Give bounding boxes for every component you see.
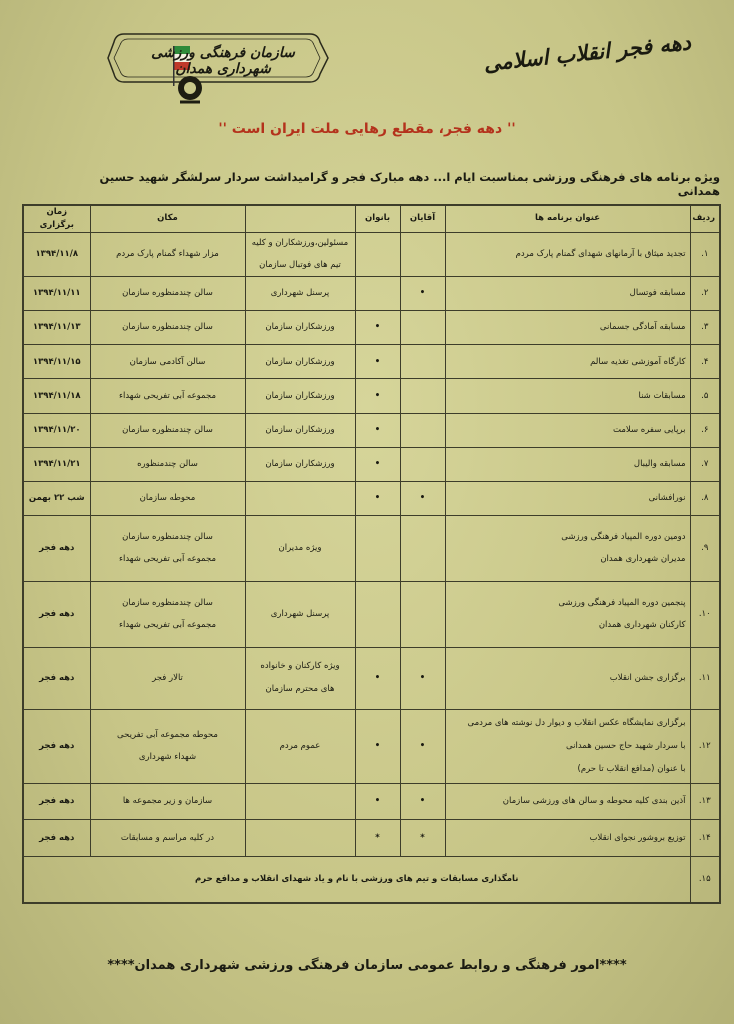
date-cell: شب ۲۲ بهمن xyxy=(23,481,90,515)
women-mark: • xyxy=(355,311,400,345)
program-title xyxy=(445,709,690,784)
place-cell xyxy=(90,311,245,345)
place-cell-line: سالن چندمنظوره سازمان xyxy=(122,322,213,333)
men-mark xyxy=(400,379,445,413)
place-cell xyxy=(90,820,245,856)
program-title xyxy=(445,232,690,277)
audience-cell-line: پرسنل شهرداری xyxy=(270,608,330,619)
table-row xyxy=(23,345,720,379)
place-cell-line: سالن چندمنظوره سازمان xyxy=(122,531,213,542)
audience-cell-line: ویژه کارکنان و خانواده xyxy=(260,661,340,672)
men-mark: • xyxy=(400,784,445,820)
audience-cell-line: ورزشکاران سازمان xyxy=(265,356,335,367)
program-title xyxy=(445,447,690,481)
women-mark xyxy=(355,515,400,581)
program-title xyxy=(445,277,690,311)
place-cell-line: سالن چندمنظوره سازمان xyxy=(122,424,213,435)
place-cell-line: محوطه سازمان xyxy=(139,492,196,503)
program-title xyxy=(445,345,690,379)
women-mark: • xyxy=(355,784,400,820)
program-title xyxy=(445,481,690,515)
table-row-final xyxy=(23,856,720,903)
date-cell: ۱۳۹۴/۱۱/۲۰ xyxy=(23,413,90,447)
program-title-line: پنجمین دوره المپیاد فرهنگی ورزشی xyxy=(558,597,686,608)
table-row xyxy=(23,784,720,820)
audience-cell-line: ورزشکاران سازمان xyxy=(265,322,335,333)
table-row xyxy=(23,277,720,311)
table-row xyxy=(23,379,720,413)
women-mark: • xyxy=(355,481,400,515)
program-title-line: تجدید میثاق با آرمانهای شهدای گمنام پارک مردم xyxy=(515,248,686,259)
women-mark: • xyxy=(355,345,400,379)
women-mark: • xyxy=(355,709,400,784)
place-cell-line: مجموعه آبی تفریحی شهداء xyxy=(118,554,217,565)
program-title-line: دومین دوره المپیاد فرهنگی ورزشی xyxy=(561,531,686,542)
place-cell xyxy=(90,413,245,447)
page-title: '' دهه فجر، مقطع رهایی ملت ایران است '' xyxy=(218,121,516,137)
row-number: ۳. xyxy=(690,311,720,345)
audience-cell xyxy=(245,379,355,413)
row-number: ۵. xyxy=(690,379,720,413)
men-mark xyxy=(400,447,445,481)
date-cell: ۱۳۹۴/۱۱/۱۱ xyxy=(23,277,90,311)
program-title-line: نورافشانی xyxy=(648,492,686,503)
audience-cell-line: ورزشکاران سازمان xyxy=(265,390,335,401)
program-title xyxy=(445,311,690,345)
row-number: ۱. xyxy=(690,232,720,277)
program-title xyxy=(445,784,690,820)
table-header-row xyxy=(23,205,720,232)
men-mark: • xyxy=(400,709,445,784)
women-mark xyxy=(355,277,400,311)
men-mark xyxy=(400,311,445,345)
row-number: ۷. xyxy=(690,447,720,481)
header-num: ردیف xyxy=(690,205,720,232)
table-row xyxy=(23,413,720,447)
program-title-line: با سردار شهید حاج حسین همدانی xyxy=(566,740,686,751)
place-cell-line: سالن چندمنظوره xyxy=(137,458,198,469)
place-cell xyxy=(90,481,245,515)
date-cell: دهه فجر xyxy=(23,647,90,709)
table-row xyxy=(23,311,720,345)
date-cell: ۱۳۹۴/۱۱/۸ xyxy=(23,232,90,277)
row-number: ۸. xyxy=(690,481,720,515)
date-cell: ۱۳۹۴/۱۱/۱۳ xyxy=(23,311,90,345)
place-cell-line: سالن آکادمی سازمان xyxy=(129,356,206,367)
place-cell-line: شهداء شهرداری xyxy=(138,752,197,763)
program-title-line: برپایی سفره سلامت xyxy=(612,424,686,435)
program-title-line: برگزاری جشن انقلاب xyxy=(609,672,686,683)
place-cell-line: سالن چندمنظوره سازمان xyxy=(122,288,213,299)
date-cell: دهه فجر xyxy=(23,784,90,820)
row-number: ۱۵. xyxy=(690,856,720,903)
date-cell: ۱۳۹۴/۱۱/۱۸ xyxy=(23,379,90,413)
place-cell xyxy=(90,515,245,581)
table-row xyxy=(23,581,720,647)
program-title-line: مسابقه والیبال xyxy=(633,458,686,469)
place-cell-line: مجموعه آبی تفریحی شهداء xyxy=(118,390,217,401)
row-number: ۱۴. xyxy=(690,820,720,856)
table-row xyxy=(23,481,720,515)
place-cell-line: در کلیه مراسم و مسابقات xyxy=(120,832,215,843)
header-title: عنوان برنامه ها xyxy=(445,205,690,232)
audience-cell xyxy=(245,413,355,447)
audience-cell-line: ورزشکاران سازمان xyxy=(265,424,335,435)
naming-statement: نامگذاری مسابقات و تیم های ورزشی با نام و یاد شهدای انقلاب و مدافع حرم xyxy=(23,856,690,903)
row-number: ۱۱. xyxy=(690,647,720,709)
place-cell xyxy=(90,647,245,709)
program-title xyxy=(445,379,690,413)
program-title xyxy=(445,647,690,709)
men-mark: • xyxy=(400,647,445,709)
header-date: زمان برگزاری xyxy=(23,205,90,232)
program-title-line: با عنوان (مدافع انقلاب تا حرم) xyxy=(577,763,686,774)
audience-cell xyxy=(245,820,355,856)
audience-cell xyxy=(245,709,355,784)
men-mark xyxy=(400,515,445,581)
date-cell: دهه فجر xyxy=(23,709,90,784)
audience-cell-line: تیم های فوتبال سازمان xyxy=(259,260,341,271)
program-title xyxy=(445,581,690,647)
place-cell xyxy=(90,709,245,784)
program-title-line: توزیع بروشور نجوای انقلاب xyxy=(589,832,686,843)
place-cell-line: مزار شهداء گمنام پارک مردم xyxy=(116,248,219,259)
table-row xyxy=(23,447,720,481)
org-name: سازمان فرهنگی ورزشی شهرداری همدان xyxy=(151,45,295,77)
place-cell xyxy=(90,447,245,481)
program-title xyxy=(445,820,690,856)
men-mark xyxy=(400,413,445,447)
place-cell xyxy=(90,379,245,413)
place-cell xyxy=(90,232,245,277)
audience-cell xyxy=(245,447,355,481)
table-row xyxy=(23,709,720,784)
date-cell: دهه فجر xyxy=(23,515,90,581)
audience-cell-line: ورزشکاران سازمان xyxy=(265,458,335,469)
row-number: ۴. xyxy=(690,345,720,379)
men-mark: * xyxy=(400,820,445,856)
place-cell xyxy=(90,345,245,379)
header-audience xyxy=(245,205,355,232)
program-title-line: مسابقه فوتسال xyxy=(629,288,686,299)
slogan-calligraphy: دهه فجر انقلاب اسلامی xyxy=(482,29,693,76)
men-mark: • xyxy=(400,277,445,311)
program-title-line: برگزاری نمایشگاه عکس انقلاب و دیوار دل نوشته های مردمی xyxy=(467,718,686,729)
program-title xyxy=(445,515,690,581)
place-cell-line: سازمان و زیر مجموعه ها xyxy=(122,796,213,807)
row-number: ۹. xyxy=(690,515,720,581)
program-title-line: کارگاه آموزشی تغذیه سالم xyxy=(590,356,686,367)
header-women: بانوان xyxy=(355,205,400,232)
page-subtitle: ویژه برنامه های فرهنگی ورزشی بمناسبت ایام ا... دهه مبارک فجر و گرامیداشت سردار سرلشگر شهید حسین همدانی xyxy=(99,170,720,198)
women-mark: • xyxy=(355,413,400,447)
row-number: ۱۰. xyxy=(690,581,720,647)
women-mark: • xyxy=(355,379,400,413)
program-title-line: مسابقه آمادگی جسمانی xyxy=(599,322,686,333)
audience-cell-line: ویژه مدیران xyxy=(278,542,322,553)
program-title-line: مدیران شهرداری همدان xyxy=(600,554,686,565)
row-number: ۲. xyxy=(690,277,720,311)
table-row xyxy=(23,232,720,277)
audience-cell xyxy=(245,784,355,820)
audience-cell xyxy=(245,515,355,581)
audience-cell xyxy=(245,581,355,647)
place-cell-line: تالار فجر xyxy=(152,672,183,683)
place-cell xyxy=(90,784,245,820)
place-cell xyxy=(90,581,245,647)
audience-cell-line: مسئولین،ورزشکاران و کلیه xyxy=(251,237,349,248)
header-place: مکان xyxy=(90,205,245,232)
women-mark: • xyxy=(355,647,400,709)
women-mark: * xyxy=(355,820,400,856)
date-cell: دهه فجر xyxy=(23,820,90,856)
program-title-line: مسابقات شنا xyxy=(638,390,686,401)
program-title xyxy=(445,413,690,447)
audience-cell xyxy=(245,277,355,311)
audience-cell-line: های محترم سازمان xyxy=(265,684,335,695)
row-number: ۱۲. xyxy=(690,709,720,784)
table-row xyxy=(23,515,720,581)
header-men: آقایان xyxy=(400,205,445,232)
program-title-line: کارکنان شهرداری همدان xyxy=(598,620,686,631)
men-mark xyxy=(400,581,445,647)
place-cell-line: مجموعه آبی تفریحی شهداء xyxy=(118,620,217,631)
table-row xyxy=(23,647,720,709)
date-cell: ۱۳۹۴/۱۱/۲۱ xyxy=(23,447,90,481)
women-mark xyxy=(355,232,400,277)
men-mark: • xyxy=(400,481,445,515)
table-row xyxy=(23,820,720,856)
women-mark: • xyxy=(355,447,400,481)
audience-cell xyxy=(245,232,355,277)
women-mark xyxy=(355,581,400,647)
men-mark xyxy=(400,232,445,277)
footer-credit: ****امور فرهنگی و روابط عمومی سازمان فرهنگی ورزشی شهرداری همدان**** xyxy=(107,958,627,973)
program-table xyxy=(22,204,721,904)
audience-cell-line: عموم مردم xyxy=(279,740,321,751)
men-mark xyxy=(400,345,445,379)
date-cell: ۱۳۹۴/۱۱/۱۵ xyxy=(23,345,90,379)
place-cell-line: محوطه مجموعه آبی تفریحی xyxy=(117,729,218,740)
audience-cell xyxy=(245,647,355,709)
audience-cell xyxy=(245,481,355,515)
row-number: ۶. xyxy=(690,413,720,447)
place-cell xyxy=(90,277,245,311)
audience-cell xyxy=(245,345,355,379)
place-cell-line: سالن چندمنظوره سازمان xyxy=(122,597,213,608)
date-cell: دهه فجر xyxy=(23,581,90,647)
audience-cell-line: پرسنل شهرداری xyxy=(270,288,330,299)
program-title-line: آذین بندی کلیه محوطه و سالن های ورزشی سازمان xyxy=(502,796,686,807)
audience-cell xyxy=(245,311,355,345)
row-number: ۱۳. xyxy=(690,784,720,820)
